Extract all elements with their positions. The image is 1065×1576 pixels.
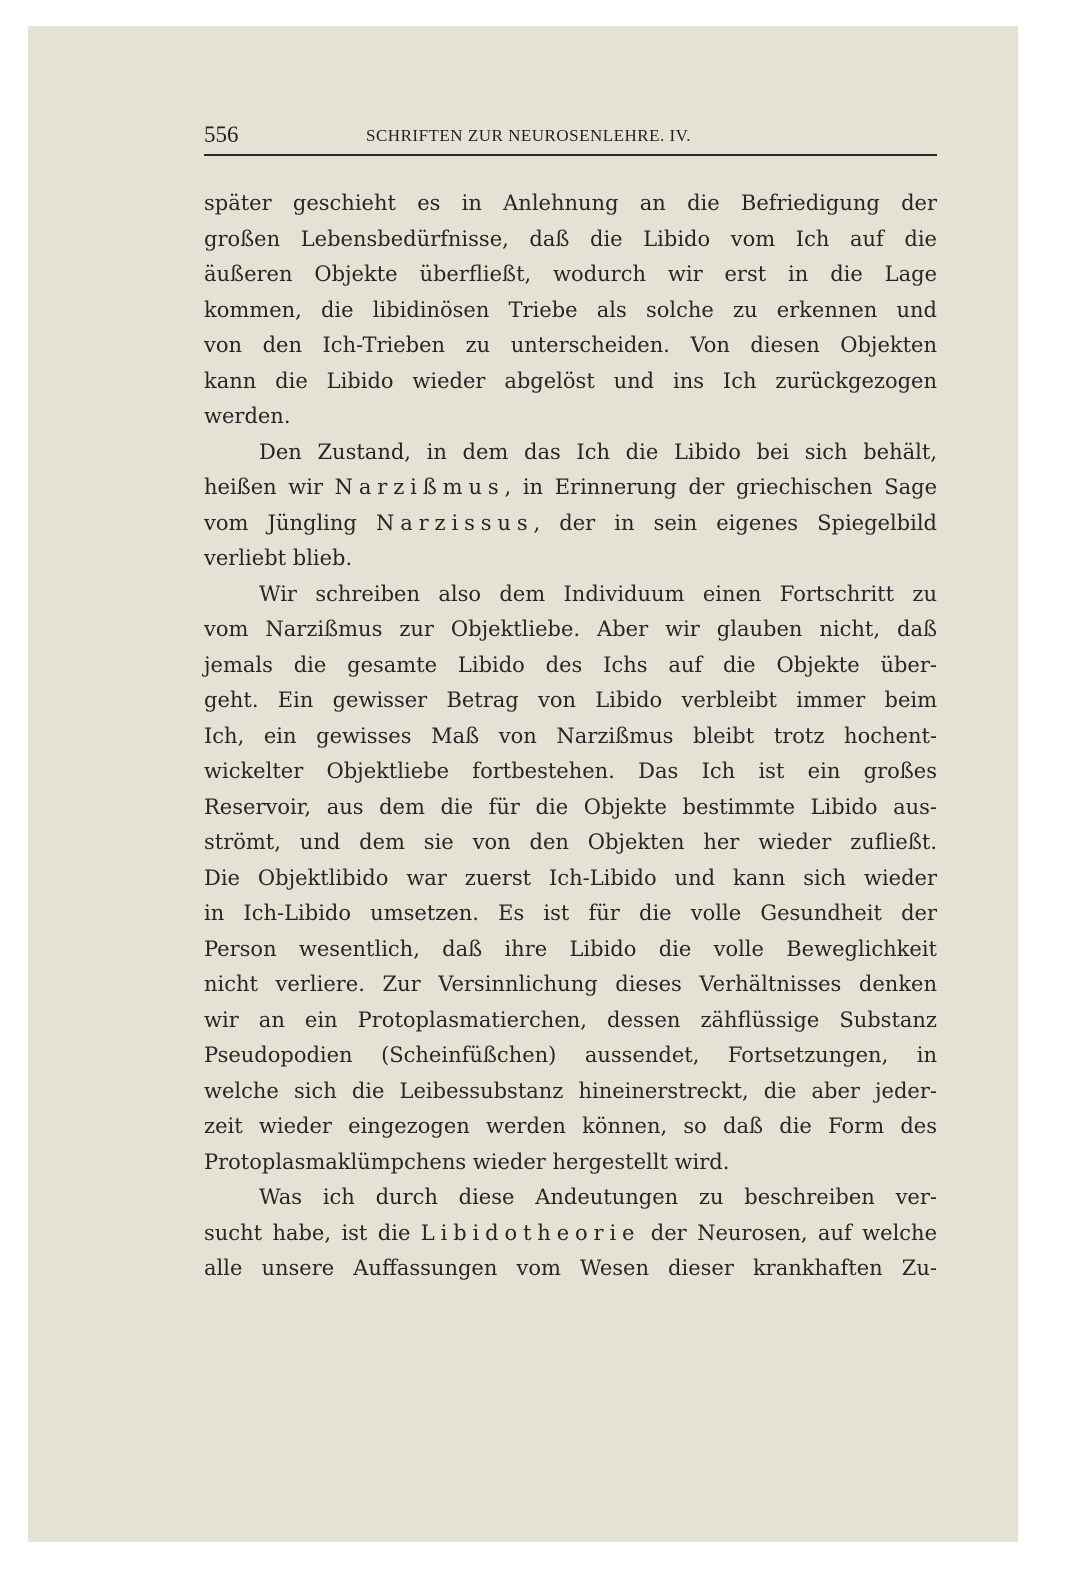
text-fragment: sucht habe, ist die — [204, 1220, 421, 1245]
text-line: Wir schreiben also dem Individuum einen Fortschritt zu — [259, 581, 937, 606]
text-line: Pseudopodien (Scheinfüßchen) aussendet, Fortsetzungen, in — [204, 1043, 937, 1067]
text-line — [204, 470, 937, 506]
text-line — [204, 506, 937, 542]
text-line: welche sich die Leibessubstanz hineinerstreckt, die aber jeder- — [204, 1078, 937, 1103]
spaced-emphasis: Libidotheorie — [420, 1220, 641, 1245]
text-fragment: , in Erinnerung der griechischen Sage — [504, 475, 938, 499]
text-line: zeit wieder eingezogen werden können, so daß die Form des — [204, 1114, 937, 1138]
text-line: wickelter Objektliebe fortbestehen. Das Ich ist ein großes — [204, 759, 937, 783]
text-line: geht. Ein gewisser Betrag von Libido verbleibt immer beim — [204, 688, 937, 712]
text-line: äußeren Objekte überfließt, wodurch wir erst in die Lage — [204, 262, 937, 286]
text-line: kann die Libido wieder abgelöst und ins Ich zurückgezogen — [204, 368, 937, 393]
text-line: alle unsere Auffassungen vom Wesen dieser krankhaften Zu- — [204, 1256, 937, 1280]
text-line: Ich, ein gewisses Maß von Narzißmus bleibt trotz hochent- — [204, 723, 937, 748]
text-line: Protoplasmaklümpchens wieder hergestellt wird. — [204, 1149, 730, 1174]
body-text — [204, 186, 937, 1287]
text-line: Was ich durch diese Andeutungen zu beschreiben ver- — [259, 1185, 937, 1209]
page-number: 556 — [204, 122, 239, 147]
text-line: in Ich-Libido umsetzen. Es ist für die volle Gesundheit der — [204, 901, 937, 925]
text-line: Reservoir, aus dem die für die Objekte bestimmte Libido aus- — [204, 794, 937, 819]
text-line: großen Lebensbedürfnisse, daß die Libido vom Ich auf die — [204, 226, 937, 251]
text-fragment: vom Jüngling — [204, 510, 376, 535]
text-line — [204, 1216, 937, 1252]
running-title: SCHRIFTEN ZUR NEUROSENLEHRE. IV. — [366, 126, 692, 145]
text-fragment: , der in sein eigenes Spiegelbild — [533, 510, 937, 535]
text-line: Person wesentlich, daß ihre Libido die volle Beweglichkeit — [204, 936, 937, 961]
text-line: wir an ein Protoplasmatierchen, dessen zähflüssige Substanz — [204, 1007, 937, 1032]
page-header — [204, 118, 937, 156]
text-line: Die Objektlibido war zuerst Ich-Libido und kann sich wieder — [204, 865, 937, 890]
text-line: verliebt blieb. — [204, 546, 353, 570]
text-line: kommen, die libidinösen Triebe als solche zu erkennen und — [204, 297, 937, 322]
text-line: später geschieht es in Anlehnung an die Befriedigung der — [204, 191, 937, 215]
text-line: jemals die gesamte Libido des Ichs auf die Objekte über- — [204, 652, 937, 677]
text-line: strömt, und dem sie von den Objekten her wieder zufließt. — [204, 830, 937, 854]
text-line: nicht verliere. Zur Versinnlichung dieses Verhältnisses denken — [204, 972, 937, 996]
text-line: von den Ich-Trieben zu unterscheiden. Von diesen Objekten — [204, 333, 937, 357]
spaced-emphasis: Narzissus — [375, 510, 534, 535]
spaced-emphasis: Narzißmus — [334, 475, 505, 499]
text-line: werden. — [204, 404, 291, 428]
text-line: vom Narzißmus zur Objektliebe. Aber wir glauben nicht, daß — [204, 617, 937, 641]
text-fragment: der Neurosen, auf welche — [640, 1220, 937, 1245]
text-line: Den Zustand, in dem das Ich die Libido bei sich behält, — [259, 439, 937, 464]
text-fragment: heißen wir — [204, 475, 335, 499]
